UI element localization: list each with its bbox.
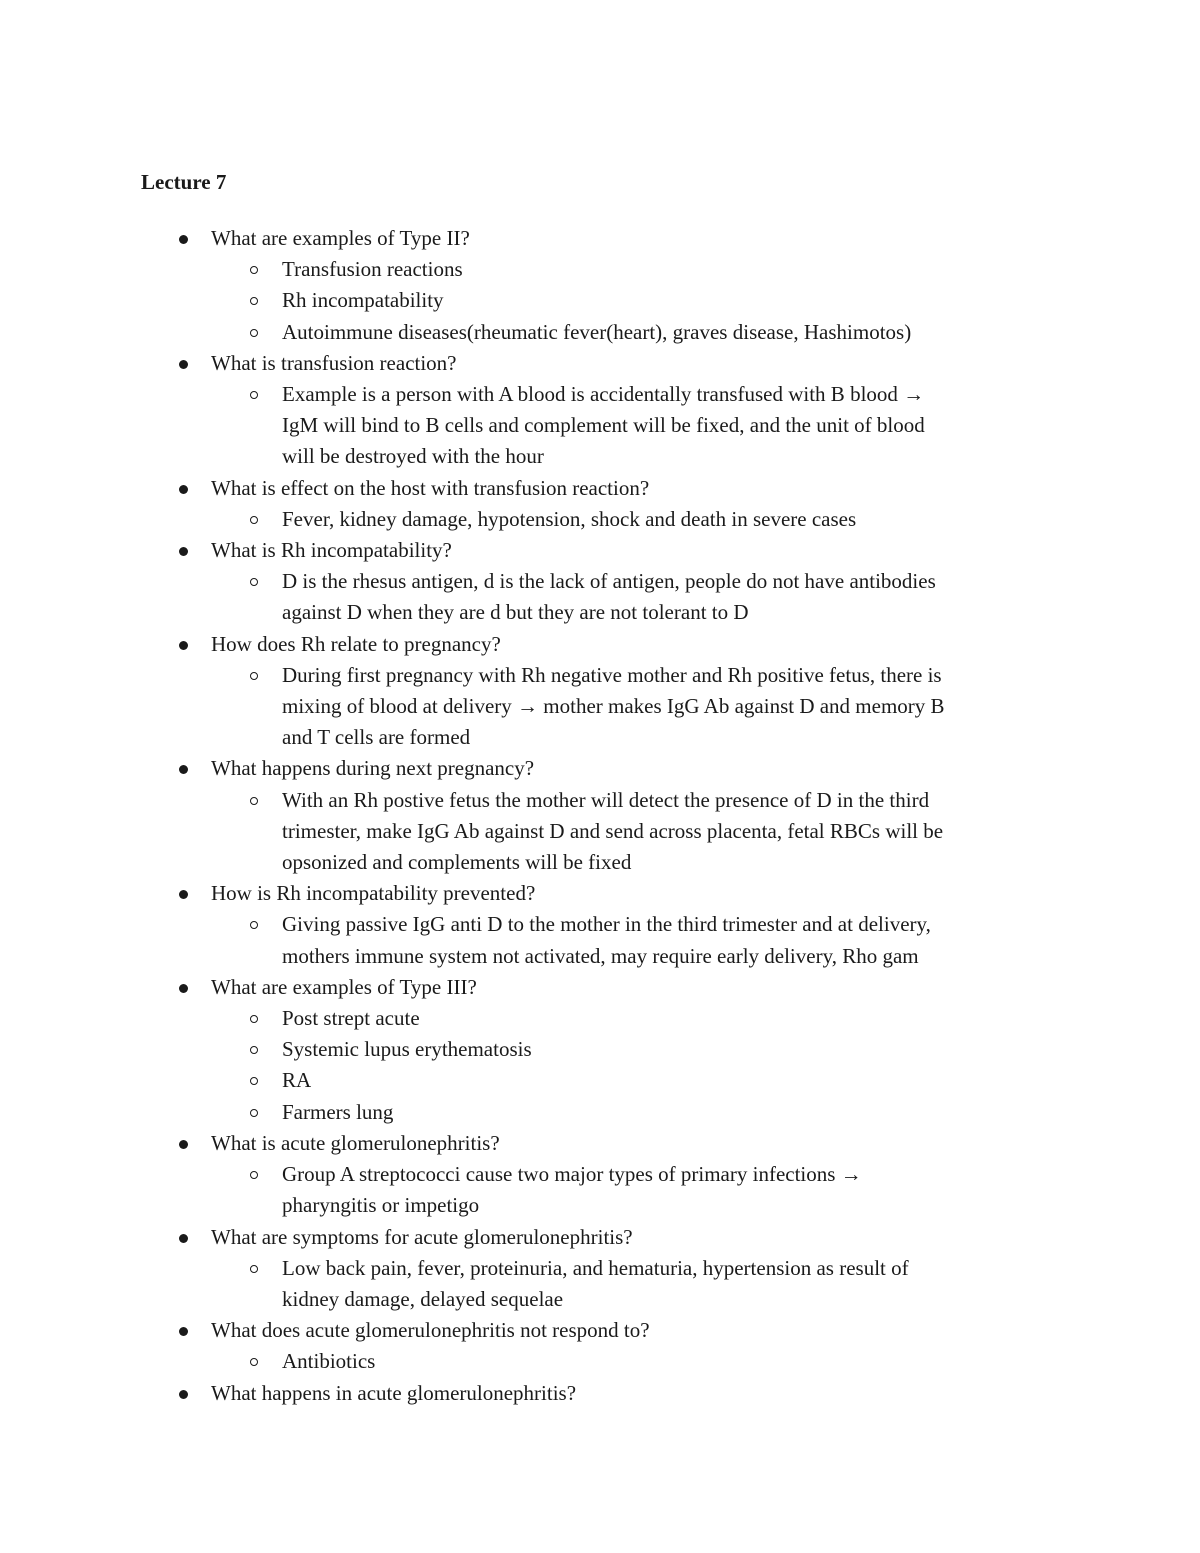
answer-list [0, 660, 1080, 754]
bullet-icon [179, 485, 188, 494]
page-title: Lecture 7 [141, 170, 227, 194]
question-item [0, 1315, 1200, 1377]
hollow-bullet-icon [250, 1171, 258, 1179]
bullet-icon [179, 765, 188, 774]
question-text: What is Rh incompatability? [211, 538, 452, 563]
hollow-bullet-icon [250, 578, 258, 586]
answer-text: Example is a person with A blood is accidentally transfused with B blood → IgM will bind to B cells and complement will be fixed, and the unit of blood will be destroyed with the hour [282, 382, 925, 469]
bullet-icon [179, 235, 188, 244]
answer-list [0, 254, 1080, 348]
answer-item [0, 1097, 1080, 1128]
answer-text: Fever, kidney damage, hypotension, shock and death in severe cases [282, 506, 857, 531]
question-text: What does acute glomerulonephritis not respond to? [211, 1318, 650, 1343]
hollow-bullet-icon [250, 1077, 258, 1085]
answer-text: Farmers lung [282, 1099, 394, 1124]
hollow-bullet-icon [250, 1265, 258, 1273]
question-list [0, 223, 1200, 1409]
answer-item [0, 1346, 1080, 1377]
question-item [0, 972, 1200, 1128]
question-item [0, 1222, 1200, 1316]
answer-item [0, 285, 1080, 316]
question-item [0, 348, 1200, 473]
hollow-bullet-icon [250, 1015, 258, 1023]
hollow-bullet-icon [250, 1358, 258, 1366]
bullet-icon [179, 1140, 188, 1149]
answer-list [0, 504, 1080, 535]
answer-item [0, 660, 1080, 754]
answer-text: Systemic lupus erythematosis [282, 1037, 532, 1062]
answer-list [0, 909, 1080, 971]
answer-text: Giving passive IgG anti D to the mother in the third trimester and at delivery, mothers immune system not activated, may require early delivery, Rho gam [282, 912, 931, 968]
hollow-bullet-icon [250, 672, 258, 680]
bullet-icon [179, 547, 188, 556]
question-item [0, 473, 1200, 535]
answer-list [0, 785, 1080, 879]
bullet-icon [179, 1390, 188, 1399]
answer-list [0, 1003, 1080, 1128]
bullet-icon [179, 360, 188, 369]
answer-list [0, 566, 1080, 628]
hollow-bullet-icon [250, 1046, 258, 1054]
answer-list [0, 1253, 1080, 1315]
bullet-icon [179, 1234, 188, 1243]
question-text: What are examples of Type II? [211, 226, 470, 250]
answer-item [0, 909, 1080, 971]
answer-item [0, 1034, 1080, 1065]
question-text: What is acute glomerulonephritis? [211, 1130, 500, 1155]
question-text: How does Rh relate to pregnancy? [211, 631, 501, 656]
answer-text: Autoimmune diseases(rheumatic fever(heart), graves disease, Hashimotos) [282, 319, 912, 344]
bullet-icon [179, 641, 188, 650]
hollow-bullet-icon [250, 297, 258, 305]
answer-item [0, 1065, 1080, 1096]
answer-item [0, 1003, 1080, 1034]
question-item [0, 753, 1200, 878]
answer-item [0, 1159, 1080, 1221]
question-text: What happens during next pregnancy? [211, 756, 535, 781]
answer-text: Group A streptococci cause two major types of primary infections → pharyngitis or impetigo [282, 1162, 862, 1218]
answer-text: Rh incompatability [282, 288, 444, 313]
bullet-icon [179, 984, 188, 993]
hollow-bullet-icon [250, 921, 258, 929]
hollow-bullet-icon [250, 797, 258, 805]
answer-text: Post strept acute [282, 1006, 420, 1031]
answer-text: Antibiotics [282, 1349, 376, 1374]
hollow-bullet-icon [250, 266, 258, 274]
answer-text: Low back pain, fever, proteinuria, and hematuria, hypertension as result of kidney damage, delayed sequelae [282, 1255, 909, 1311]
question-item [0, 1378, 1200, 1409]
answer-list [0, 379, 1080, 473]
answer-text: RA [282, 1068, 312, 1093]
hollow-bullet-icon [250, 329, 258, 337]
question-item [0, 1128, 1200, 1222]
answer-text: Transfusion reactions [282, 257, 463, 282]
hollow-bullet-icon [250, 1109, 258, 1117]
answer-item [0, 566, 1080, 628]
answer-item [0, 1253, 1080, 1315]
answer-text: D is the rhesus antigen, d is the lack of antigen, people do not have antibodies against D when they are d but they are not tolerant to D [282, 569, 936, 625]
question-text: What is transfusion reaction? [211, 350, 457, 375]
question-item [0, 878, 1200, 972]
hollow-bullet-icon [250, 516, 258, 524]
bullet-icon [179, 890, 188, 899]
question-item [0, 223, 1200, 348]
question-item [0, 629, 1200, 754]
answer-list [0, 1346, 1080, 1377]
answer-item [0, 254, 1080, 285]
question-text: What are symptoms for acute glomerulonephritis? [211, 1224, 633, 1249]
answer-item [0, 379, 1080, 473]
answer-text: With an Rh postive fetus the mother will detect the presence of D in the third trimester, make IgG Ab against D and send across placenta, fetal RBCs will be opsonized and complements will be fixed [282, 787, 944, 875]
hollow-bullet-icon [250, 391, 258, 399]
question-text: What are examples of Type III? [211, 974, 477, 999]
question-item [0, 535, 1200, 629]
answer-item [0, 785, 1080, 879]
answer-list [0, 1159, 1080, 1221]
bullet-icon [179, 1327, 188, 1336]
question-text: What is effect on the host with transfusion reaction? [211, 475, 650, 500]
question-text: How is Rh incompatability prevented? [211, 881, 536, 906]
answer-item [0, 317, 1080, 348]
answer-item [0, 504, 1080, 535]
answer-text: During first pregnancy with Rh negative mother and Rh positive fetus, there is mixing of blood at delivery → mother makes IgG Ab against D and memory B and T cells are formed [282, 662, 945, 750]
question-text: What happens in acute glomerulonephritis? [211, 1380, 577, 1405]
